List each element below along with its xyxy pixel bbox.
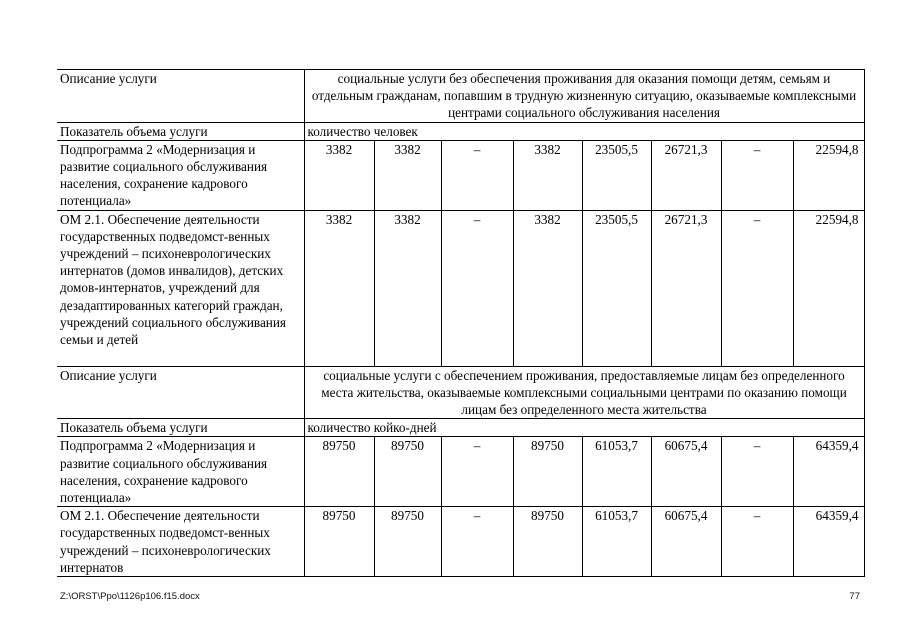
row-name: ОМ 2.1. Обеспечение деятельности государственных подведомст-венных учреждений – психоневрологических интернатов: [57, 507, 304, 577]
services-table: [57, 69, 865, 577]
service-description-label: Описание услуги: [57, 70, 304, 123]
cell-value: –: [721, 210, 793, 366]
cell-value: 22594,8: [793, 140, 864, 210]
cell-value: 89750: [513, 507, 582, 577]
volume-indicator-label: Показатель объема услуги: [57, 419, 304, 437]
row-name: Подпрограмма 2 «Модернизация и развитие социального обслуживания населения, сохранение кадрового потенциала»: [57, 437, 304, 507]
cell-value: 3382: [513, 210, 582, 366]
cell-value: 64359,4: [793, 437, 864, 507]
cell-value: 89750: [513, 437, 582, 507]
table-row: [57, 140, 864, 210]
volume-indicator-row: [57, 122, 864, 140]
cell-value: 3382: [513, 140, 582, 210]
cell-value: 26721,3: [651, 210, 721, 366]
cell-value: 22594,8: [793, 210, 864, 366]
volume-indicator-row: [57, 419, 864, 437]
cell-value: –: [441, 507, 513, 577]
table-row: [57, 437, 864, 507]
cell-value: 60675,4: [651, 507, 721, 577]
volume-indicator-label: Показатель объема услуги: [57, 122, 304, 140]
service-description-label: Описание услуги: [57, 366, 304, 419]
cell-value: 3382: [304, 140, 374, 210]
cell-value: 89750: [374, 437, 441, 507]
cell-value: 61053,7: [582, 437, 651, 507]
table-row: [57, 507, 864, 577]
table-row: [57, 210, 864, 366]
cell-value: 89750: [374, 507, 441, 577]
cell-value: 3382: [374, 140, 441, 210]
service-description-text: социальные услуги с обеспечением проживания, предоставляемые лицам без определенного места жительства, оказываемые комплексными социальными центрами по оказанию помощи лицам без определенного места жительства: [304, 366, 864, 419]
cell-value: –: [721, 140, 793, 210]
cell-value: 61053,7: [582, 507, 651, 577]
cell-value: –: [441, 437, 513, 507]
service-description-row: [57, 366, 864, 419]
cell-value: –: [441, 140, 513, 210]
cell-value: 89750: [304, 507, 374, 577]
cell-value: –: [721, 437, 793, 507]
service-description-row: [57, 70, 864, 123]
cell-value: 23505,5: [582, 140, 651, 210]
cell-value: –: [721, 507, 793, 577]
cell-value: 23505,5: [582, 210, 651, 366]
cell-value: –: [441, 210, 513, 366]
volume-indicator-value: количество койко-дней: [304, 419, 864, 437]
service-description-text: социальные услуги без обеспечения проживания для оказания помощи детям, семьям и отдельным гражданам, попавшим в трудную жизненную ситуацию, оказываемые комплексными центрами социального обслуживания населения: [304, 70, 864, 123]
cell-value: 64359,4: [793, 507, 864, 577]
row-name: Подпрограмма 2 «Модернизация и развитие социального обслуживания населения, сохранение кадрового потенциала»: [57, 140, 304, 210]
cell-value: 60675,4: [651, 437, 721, 507]
cell-value: 3382: [374, 210, 441, 366]
cell-value: 26721,3: [651, 140, 721, 210]
cell-value: 89750: [304, 437, 374, 507]
volume-indicator-value: количество человек: [304, 122, 864, 140]
row-name: ОМ 2.1. Обеспечение деятельности государственных подведомст-венных учреждений – психоневрологических интернатов (домов инвалидов), детских домов-интернатов, учреждений для дезадаптированных категорий граждан, учреждений социального обслуживания семьи и детей: [57, 210, 304, 366]
page-number: 77: [849, 591, 860, 602]
cell-value: 3382: [304, 210, 374, 366]
file-path-footer: Z:\ORST\Ppo\1126p106.f15.docx: [60, 591, 200, 602]
